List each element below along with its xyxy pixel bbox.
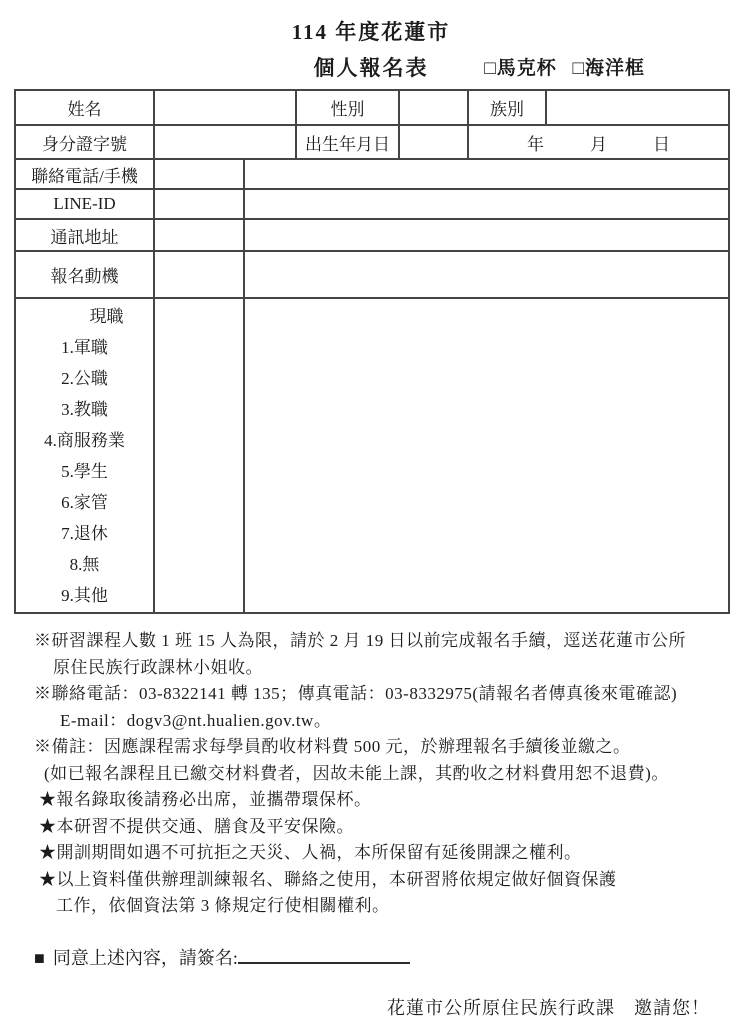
address-sub-cell[interactable] [154,219,244,251]
registration-form-table [14,89,730,614]
signature-row [34,944,742,970]
footer-invitation: 花蓮市公所原住民族行政課 邀請您！ [387,997,710,1018]
occupation-item: 9.其他 [61,585,108,605]
table-row [15,298,729,613]
note-line: 工作，依個資法第 3 條規定行使相關權利。 [56,896,390,915]
motivation-label: 報名動機 [15,251,154,298]
name-value-cell[interactable] [154,90,296,125]
occupation-value-cell[interactable] [244,298,729,613]
address-value-cell[interactable] [244,219,729,251]
table-row [15,125,729,159]
table-row [15,90,729,125]
agree-checkbox[interactable]: ■ [34,947,45,968]
ethnicity-value-cell[interactable] [546,90,729,125]
name-label: 姓名 [15,90,154,125]
occupation-sub-cell[interactable] [154,298,244,613]
signature-field[interactable] [238,947,410,964]
line-id-label: LINE-ID [15,189,154,219]
occupation-item: 3.教職 [61,399,108,419]
occupation-item: 4.商服務業 [44,430,125,450]
birthdate-ymd-cell[interactable] [468,125,729,159]
occupation-item: 7.退休 [61,523,108,543]
phone-label: 聯絡電話/手機 [15,159,154,189]
birthdate-label: 出生年月日 [296,125,399,159]
motivation-value-cell[interactable] [244,251,729,298]
prize-options [474,53,645,80]
note-line: (如已報名課程且已繳交材料費者，因故未能上課，其酌收之材料費用恕不退費)。 [44,763,669,783]
note-line: ★以上資料僅供辦理訓練報名、聯絡之使用，本研習將依規定做好個資保護 [39,869,617,889]
occupation-item: 1.軍職 [61,337,108,357]
gender-label: 性別 [296,90,399,125]
address-label: 通訊地址 [15,219,154,251]
ethnicity-label: 族別 [468,90,546,125]
note-line: ※研習課程人數 1 班 15 人為限，請於 2 月 19 日以前完成報名手續，逕送花蓮市公所 [34,631,686,650]
occupation-list-cell [15,298,154,613]
line-id-value-cell[interactable] [244,189,729,219]
year-label: 年 [527,134,544,154]
phone-sub-cell[interactable] [154,159,244,189]
mug-checkbox[interactable]: □馬克杯 [484,58,557,79]
occupation-item: 2.公職 [61,368,108,388]
birthdate-value-cell[interactable] [399,125,468,159]
note-line: ※備註：因應課程需求每學員酌收材料費 500 元，於辦理報名手續後並繳之。 [34,737,631,756]
form-subtitle: 個人報名表 [313,56,429,80]
subtitle-row [0,52,742,82]
occupation-title: 現職 [89,306,124,326]
note-line: ※聯絡電話：03-8322141 轉 135；傳真電話：03-8332975(請報名者傳真後來電確認) [34,684,678,703]
notes-section [20,628,728,920]
phone-value-cell[interactable] [244,159,729,189]
signature-label: 同意上述內容，請簽名: [52,947,238,968]
table-row [15,189,729,219]
occupation-item: 5.學生 [61,461,108,481]
gender-value-cell[interactable] [399,90,468,125]
table-row [15,219,729,251]
id-number-value-cell[interactable] [154,125,296,159]
day-label: 日 [653,134,670,154]
note-line: ★開訓期間如遇不可抗拒之天災、人禍，本所保留有延後開課之權利。 [39,843,582,862]
month-label: 月 [590,134,607,154]
note-line: ★本研習不提供交通、膳食及平安保險。 [39,816,354,836]
line-id-sub-cell[interactable] [154,189,244,219]
occupation-item: 6.家管 [61,492,108,512]
id-number-label: 身分證字號 [15,125,154,159]
note-line: E-mail：dogv3@nt.hualien.gov.tw。 [60,710,332,730]
note-line: ★報名錄取後請務必出席，並攜帶環保杯。 [39,790,372,809]
table-row [15,159,729,189]
occupation-item: 8.無 [69,554,100,574]
page-title: 114 年度花蓮市 [291,20,451,44]
table-row [15,251,729,298]
ocean-frame-checkbox[interactable]: □海洋框 [572,58,645,79]
note-line: 原住民族行政課林小姐收。 [53,657,263,677]
motivation-sub-cell[interactable] [154,251,244,298]
